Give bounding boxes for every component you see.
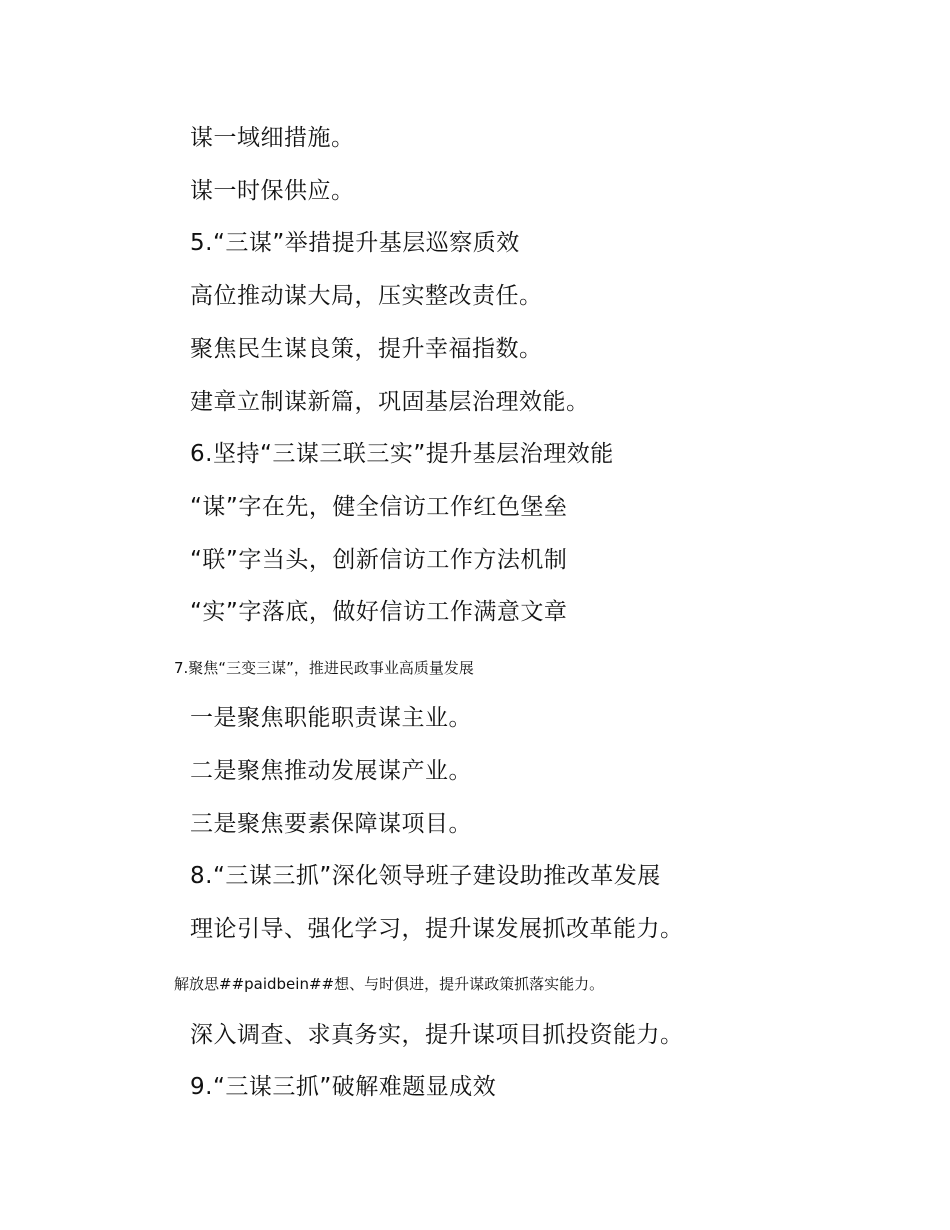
text-line: “实”字落底，做好信访工作满意文章 xyxy=(190,599,568,625)
text-line: 二是聚焦推动发展谋产业。 xyxy=(190,758,472,784)
text-line: 解放思##paidbein##想、与时俱进，提升谋政策抓落实能力。 xyxy=(174,975,605,993)
text-line: “谋”字在先，健全信访工作红色堡垒 xyxy=(190,494,568,520)
text-line: 一是聚焦职能职责谋主业。 xyxy=(190,705,472,731)
section-heading-6: 6.坚持“三谋三联三实”提升基层治理效能 xyxy=(190,441,614,467)
text-line: 深入调查、求真务实，提升谋项目抓投资能力。 xyxy=(190,1022,684,1048)
section-heading-9: 9.“三谋三抓”破解难题显成效 xyxy=(190,1074,497,1100)
text-line: 高位推动谋大局，压实整改责任。 xyxy=(190,283,543,309)
text-line: 三是聚焦要素保障谋项目。 xyxy=(190,811,472,837)
text-line: 理论引导、强化学习，提升谋发展抓改革能力。 xyxy=(190,916,684,942)
text-line: 谋一时保供应。 xyxy=(190,178,355,204)
section-heading-8: 8.“三谋三抓”深化领导班子建设助推改革发展 xyxy=(190,863,661,889)
text-line: 建章立制谋新篇，巩固基层治理效能。 xyxy=(190,389,590,415)
text-line: “联”字当头，创新信访工作方法机制 xyxy=(190,547,568,573)
section-heading-5: 5.“三谋”举措提升基层巡察质效 xyxy=(190,230,520,256)
text-line: 谋一域细措施。 xyxy=(190,125,355,151)
section-heading-7: 7.聚焦“三变三谋”，推进民政事业高质量发展 xyxy=(174,659,474,677)
text-line: 聚焦民生谋良策，提升幸福指数。 xyxy=(190,336,543,362)
